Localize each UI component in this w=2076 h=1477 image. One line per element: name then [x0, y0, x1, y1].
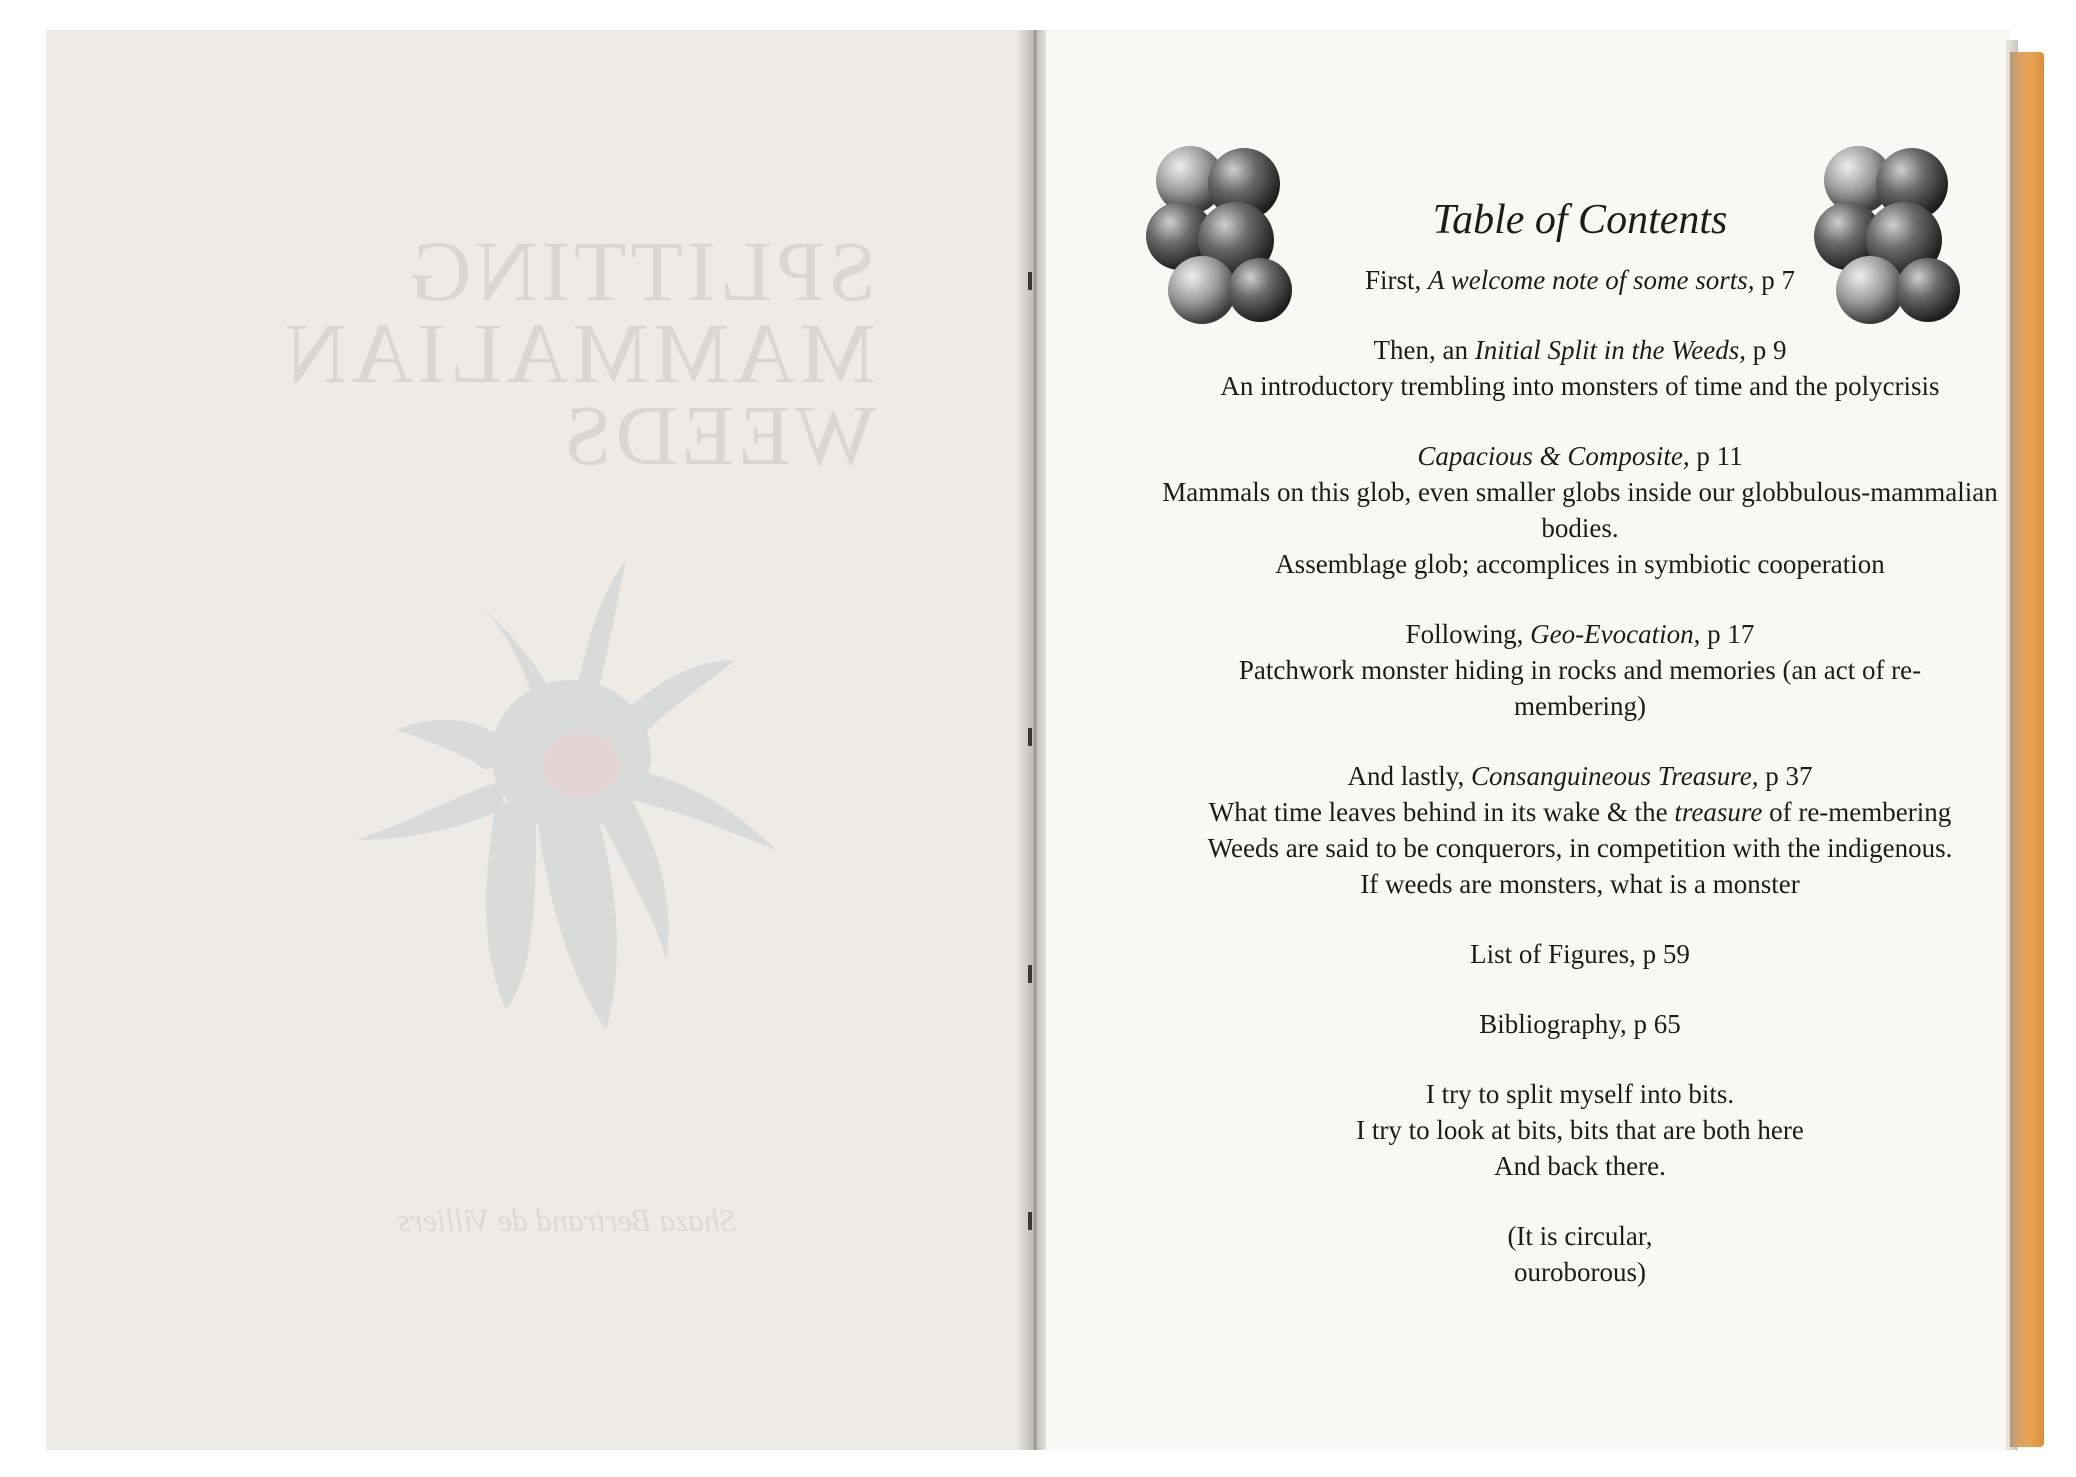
toc-entry-heading [1140, 262, 2020, 298]
bleed-through-title-line: MAMMALIAN [281, 305, 876, 401]
toc-entry-page: p 11 [1689, 441, 1743, 471]
toc-entry [1140, 936, 2020, 972]
toc-entry [1140, 616, 2020, 724]
toc-entry [1140, 332, 2020, 404]
binding-stitch [1028, 272, 1032, 290]
toc-entry-title: Initial Split in the Weeds, [1474, 335, 1746, 365]
toc-entry-page: p 59 [1635, 939, 1690, 969]
toc-entry-text-italic: treasure [1674, 797, 1763, 827]
closing-line: I try to look at bits, bits that are both here [1356, 1115, 1804, 1145]
toc-entry-heading [1140, 1006, 2020, 1042]
toc-entry-prefix: Then, an [1373, 335, 1475, 365]
toc-entry [1140, 262, 2020, 298]
toc-entry-prefix: First, [1365, 265, 1429, 295]
toc-entry-title: Geo-Evocation, [1530, 619, 1701, 649]
toc-entry-heading [1140, 332, 2020, 368]
binding-stitch [1028, 965, 1032, 983]
toc-entry-title: Capacious & Composite, [1417, 441, 1690, 471]
toc-entry-heading [1140, 616, 2020, 652]
bleed-through-title-line: SPLITTING [405, 223, 876, 319]
toc-entry-heading [1140, 438, 2020, 474]
toc-entry-prefix: Bibliography, [1479, 1009, 1627, 1039]
closing-stanza [1140, 1076, 2020, 1184]
toc-entry-title: A welcome note of some sorts, [1428, 265, 1755, 295]
toc-entry-description: Patchwork monster hiding in rocks and memories (an act of re-membering) [1238, 655, 1922, 721]
binding-stitch [1028, 1212, 1032, 1230]
toc-entry-title: Consanguineous Treasure, [1470, 761, 1759, 791]
toc-entry-description: An introductory trembling into monsters of time and the polycrisis [1220, 371, 1940, 401]
toc-entry-page: p 37 [1758, 761, 1813, 791]
toc-entry-description: If weeds are monsters, what is a monster [1360, 869, 1800, 899]
closing-stanza [1140, 1218, 2020, 1290]
toc-entry-description: Mammals on this glob, even smaller globs inside our globbulous-mammalian bodies. [1162, 477, 1998, 543]
bleed-through-title-line: WEEDS [559, 387, 876, 483]
toc-entry-page: p 9 [1745, 335, 1787, 365]
bleed-through-author: Shaza Bertrand de Villiers [397, 1202, 736, 1238]
left-page [46, 30, 1032, 1450]
closing-line: And back there. [1494, 1151, 1666, 1181]
toc-entry-prefix: And lastly, [1347, 761, 1471, 791]
bleed-through-title [276, 223, 876, 483]
toc-entry-description [1140, 794, 2020, 830]
toc-entry-heading [1140, 936, 2020, 972]
toc-entry-page: p 7 [1754, 265, 1795, 295]
toc-entry-description: Weeds are said to be conquerors, in competition with the indigenous. [1207, 833, 1953, 863]
toc-entry-prefix: Following, [1405, 619, 1531, 649]
toc-title: Table of Contents [1432, 197, 1728, 243]
toc-entry-heading [1140, 758, 2020, 794]
toc-entry-text: of re-membering [1762, 797, 1952, 827]
toc-entry-description: Assemblage glob; accomplices in symbiotic cooperation [1275, 549, 1885, 579]
toc-entry-page: p 65 [1626, 1009, 1681, 1039]
toc-entry [1140, 758, 2020, 902]
closing-line: ouroborous) [1514, 1257, 1646, 1287]
toc-entry [1140, 1006, 2020, 1042]
closing-line: I try to split myself into bits. [1425, 1079, 1735, 1109]
binding-stitch [1028, 728, 1032, 746]
bleed-through-illustration [336, 540, 796, 1040]
toc-entry-text: What time leaves behind in its wake & the [1208, 797, 1675, 827]
toc-entry-page: p 17 [1700, 619, 1755, 649]
toc-entry-prefix: List of Figures, [1470, 939, 1636, 969]
table-of-contents [1140, 192, 2020, 1324]
toc-entry [1140, 438, 2020, 582]
closing-line: (It is circular, [1507, 1221, 1653, 1251]
